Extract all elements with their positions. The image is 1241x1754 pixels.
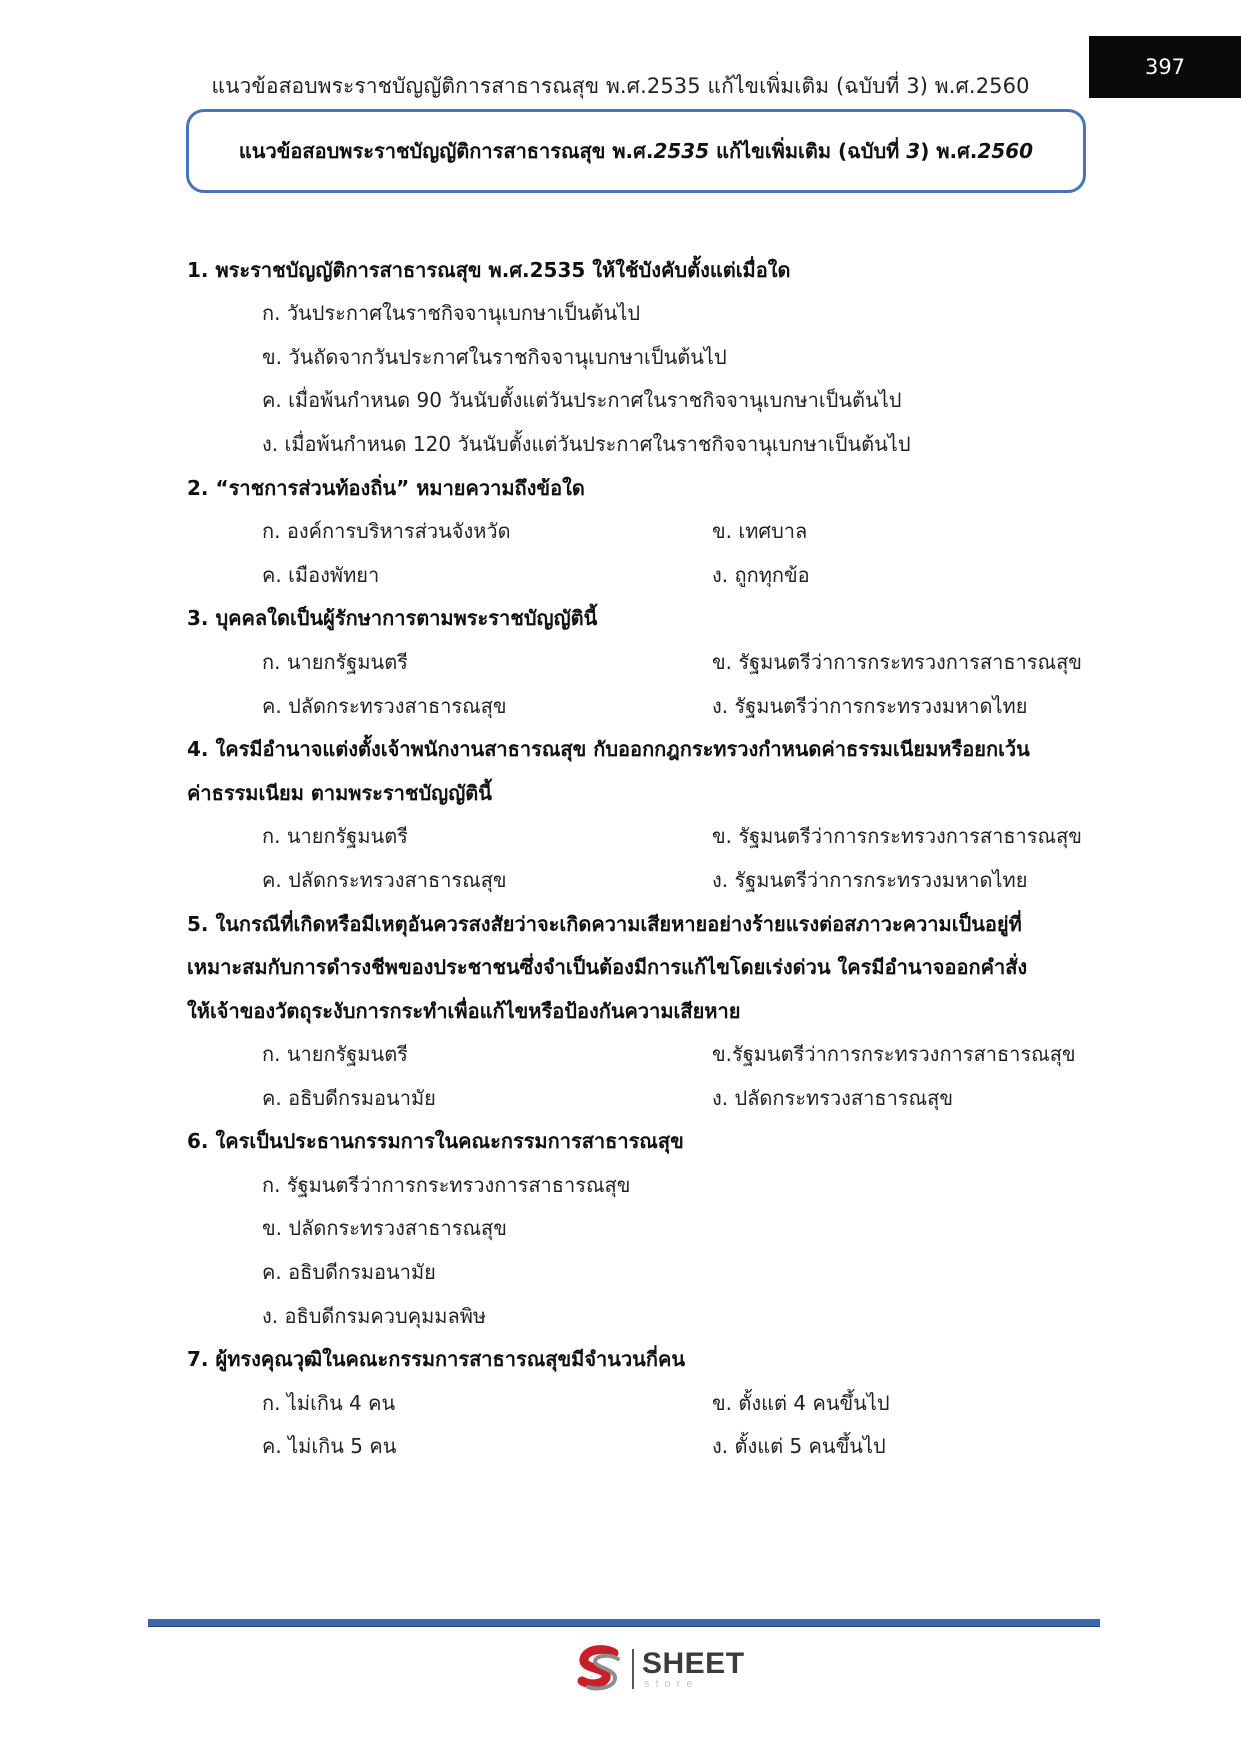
question-6-option-b: ข. ปลัดกระทรวงสาธารณสุข — [262, 1216, 507, 1240]
question-6: 6. ใครเป็นประธานกรรมการในคณะกรรมการสาธารณสุข — [187, 1129, 684, 1153]
question-1-option-a: ก. วันประกาศในราชกิจจานุเบกษาเป็นต้นไป — [262, 301, 641, 325]
logo-text — [642, 1646, 745, 1690]
question-5-option-a: ก. นายกรัฐมนตรี — [262, 1042, 408, 1066]
question-4-option-b: ข. รัฐมนตรีว่าการกระทรวงการสาธารณสุข — [712, 824, 1082, 848]
document-title-box — [186, 109, 1086, 193]
question-6-option-d: ง. อธิบดีกรมควบคุมมลพิษ — [262, 1304, 487, 1328]
question-1-option-c: ค. เมื่อพ้นกำหนด 90 วันนับตั้งแต่วันประกาศในราชกิจจานุเบกษาเป็นต้นไป — [262, 388, 902, 412]
question-1-option-b: ข. วันถัดจากวันประกาศในราชกิจจานุเบกษาเป็นต้นไป — [262, 345, 727, 369]
question-4-line-2: ค่าธรรมเนียม ตามพระราชบัญญัตินี้ — [187, 781, 492, 805]
question-1: 1. พระราชบัญญัติการสาธารณสุข พ.ศ.2535 ให้ใช้บังคับตั้งแต่เมื่อใด — [187, 258, 791, 282]
question-2-option-c: ค. เมืองพัทยา — [262, 563, 380, 587]
question-5-option-d: ง. ปลัดกระทรวงสาธารณสุข — [712, 1086, 953, 1110]
question-7-option-c: ค. ไม่เกิน 5 คน — [262, 1434, 397, 1458]
question-3-option-b: ข. รัฐมนตรีว่าการกระทรวงการสาธารณสุข — [712, 650, 1082, 674]
question-4-option-c: ค. ปลัดกระทรวงสาธารณสุข — [262, 868, 507, 892]
question-5-line-2: เหมาะสมกับการดำรงชีพของประชาชนซึ่งจำเป็นต้องมีการแก้ไขโดยเร่งด่วน ใครมีอำนาจออกคำสั่ง — [187, 955, 1028, 979]
question-4-line-1: 4. ใครมีอำนาจแต่งตั้งเจ้าพนักงานสาธารณสุข กับออกกฎกระทรวงกำหนดค่าธรรมเนียมหรือยกเว้น — [187, 737, 1030, 761]
logo-word: SHEET — [642, 1646, 745, 1680]
page-number: 397 — [1089, 36, 1241, 98]
question-7-option-a: ก. ไม่เกิน 4 คน — [262, 1391, 396, 1415]
question-4-option-d: ง. รัฐมนตรีว่าการกระทรวงมหาดไทย — [712, 868, 1028, 892]
logo-divider — [632, 1649, 634, 1689]
question-5-option-b: ข.รัฐมนตรีว่าการกระทรวงการสาธารณสุข — [712, 1042, 1076, 1066]
sheet-store-logo — [574, 1645, 745, 1693]
question-1-option-d: ง. เมื่อพ้นกำหนด 120 วันนับตั้งแต่วันประกาศในราชกิจจานุเบกษาเป็นต้นไป — [262, 432, 911, 456]
question-2-option-a: ก. องค์การบริหารส่วนจังหวัด — [262, 519, 511, 543]
question-5-line-1: 5. ในกรณีที่เกิดหรือมีเหตุอันควรสงสัยว่าจะเกิดความเสียหายอย่างร้ายแรงต่อสภาวะความเป็นอยู่ที่ — [187, 912, 1022, 936]
document-title: แนวข้อสอบพระราชบัญญัติการสาธารณสุข พ.ศ.2535 แก้ไขเพิ่มเติม (ฉบับที่ 3) พ.ศ.2560 — [238, 139, 1034, 163]
sheet-store-logo-icon — [574, 1645, 626, 1693]
question-2-option-d: ง. ถูกทุกข้อ — [712, 563, 810, 587]
running-header: แนวข้อสอบพระราชบัญญัติการสาธารณสุข พ.ศ.2535 แก้ไขเพิ่มเติม (ฉบับที่ 3) พ.ศ.2560 — [211, 74, 1030, 98]
footer-rule — [148, 1619, 1100, 1627]
question-7-option-b: ข. ตั้งแต่ 4 คนขึ้นไป — [712, 1391, 890, 1415]
question-2-option-b: ข. เทศบาล — [712, 519, 808, 543]
logo-sub: store — [644, 1677, 699, 1690]
question-6-option-a: ก. รัฐมนตรีว่าการกระทรวงการสาธารณสุข — [262, 1173, 631, 1197]
question-6-option-c: ค. อธิบดีกรมอนามัย — [262, 1260, 436, 1284]
question-3-option-a: ก. นายกรัฐมนตรี — [262, 650, 408, 674]
question-5-option-c: ค. อธิบดีกรมอนามัย — [262, 1086, 436, 1110]
question-2: 2. “ราชการส่วนท้องถิ่น” หมายความถึงข้อใด — [187, 476, 585, 500]
question-3-option-c: ค. ปลัดกระทรวงสาธารณสุข — [262, 694, 507, 718]
question-5-line-3: ให้เจ้าของวัตถุระงับการกระทำเพื่อแก้ไขหรือป้องกันความเสียหาย — [187, 999, 741, 1023]
question-3: 3. บุคคลใดเป็นผู้รักษาการตามพระราชบัญญัตินี้ — [187, 606, 598, 630]
question-7-option-d: ง. ตั้งแต่ 5 คนขึ้นไป — [712, 1434, 886, 1458]
question-3-option-d: ง. รัฐมนตรีว่าการกระทรวงมหาดไทย — [712, 694, 1028, 718]
question-4-option-a: ก. นายกรัฐมนตรี — [262, 824, 408, 848]
question-7: 7. ผู้ทรงคุณวุฒิในคณะกรรมการสาธารณสุขมีจำนวนกี่คน — [187, 1347, 686, 1371]
